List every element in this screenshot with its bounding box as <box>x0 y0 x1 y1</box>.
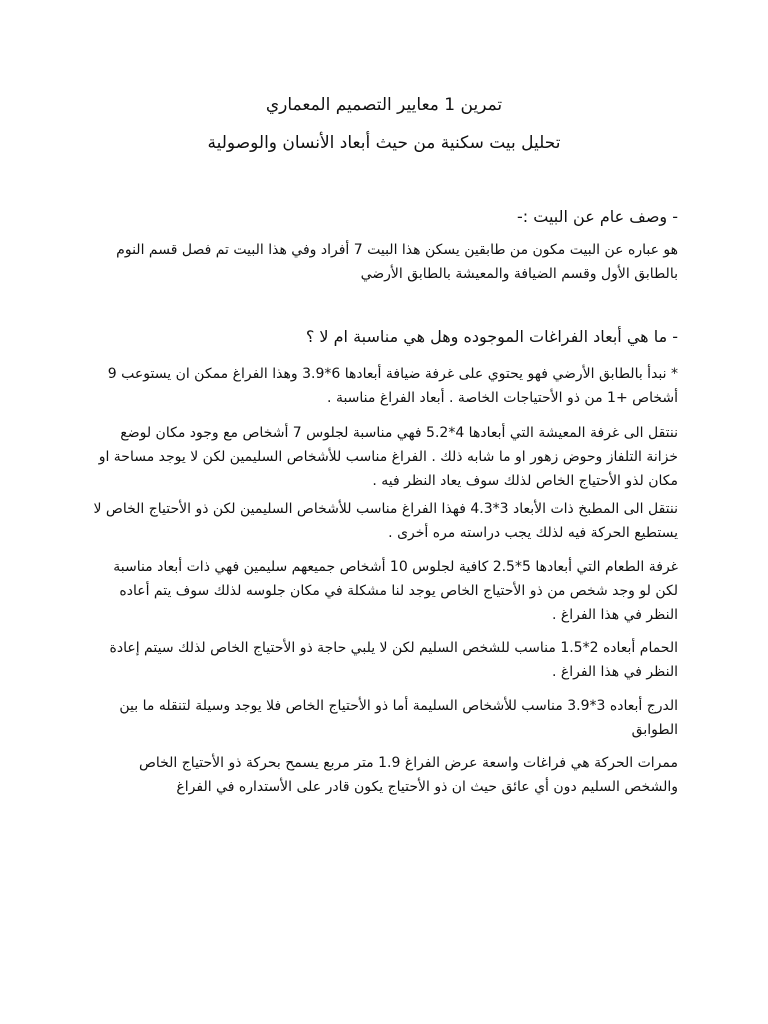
paragraph-dining-room: غرفة الطعام التي أبعادها 5*2.5 كافية لجلوس 10 أشخاص جميعهم سليمين فهي ذات أبعاد مناسبة لكن لو وجد شخص من ذو الأحتياج الخاص يوجد لنا مشكلة في مكان جلوسه لذلك سوف يتم أعاده النظر في هذا الفراغ . <box>113 559 678 623</box>
section-heading-spaces-dimensions: - ما هي أبعاد الفراغات الموجوده وهل هي مناسبة ام لا ؟ <box>305 327 678 346</box>
paragraph-guest-room: * نبدأ بالطابق الأرضي فهو يحتوي على غرفة ضيافة أبعادها 6*3.9 وهذا الفراغ ممكن ان يستوعب 9 أشخاص +1 من ذو الأحتياجات الخاصة . أبعاد الفراغ مناسبة . <box>107 366 678 406</box>
paragraph-bathroom: الحمام أبعاده 2*1.5 مناسب للشخص السليم لكن لا يلبي حاجة ذو الأحتياج الخاص لذلك سيتم إعادة النظر في هذا الفراغ . <box>109 640 678 680</box>
section-heading-general-description: - وصف عام عن البيت :- <box>517 207 678 226</box>
exercise-title: تمرين 1 معايير التصميم المعماري <box>265 95 503 115</box>
general-description-paragraph: هو عباره عن البيت مكون من طابقين يسكن هذا البيت 7 أفراد وفي هذا البيت تم فصل قسم النوم بالطابق الأول وقسم الضيافة والمعيشة بالطابق الأرضي <box>116 242 678 282</box>
paragraph-living-room: ننتقل الى غرفة المعيشة التي أبعادها 4*5.2 فهي مناسبة لجلوس 7 أشخاص مع وجود مكان لوضع خزانة التلفاز وحوض زهور او ما شابه ذلك . الفراغ مناسب للأشخاص السليمين لكن لا يوجد مساحة او مكان لذو الأحتياج الخاص لذلك سوف يعاد النظر فيه . <box>98 425 678 489</box>
paragraph-kitchen: ننتقل الى المطبخ ذات الأبعاد 3*4.3 فهذا الفراغ مناسب للأشخاص السليمين لكن ذو الأحتياج الخاص لا يستطيع الحركة فيه لذلك يجب دراسته مره أخرى . <box>93 501 678 541</box>
exercise-subtitle: تحليل بيت سكنية من حيث أبعاد الأنسان والوصولية <box>207 133 561 153</box>
paragraph-stairs: الدرج أبعاده 3*3.9 مناسب للأشخاص السليمة أما ذو الأحتياج الخاص فلا يوجد وسيلة لتنقله ما بين الطوابق <box>119 698 678 738</box>
paragraph-corridors: ممرات الحركة هي فراغات واسعة عرض الفراغ 1.9 متر مربع يسمح بحركة ذو الأحتياج الخاص والشخص السليم دون أي عائق حيث ان ذو الأحتياج يكون قادر على الأستداره في الفراغ <box>138 755 678 795</box>
